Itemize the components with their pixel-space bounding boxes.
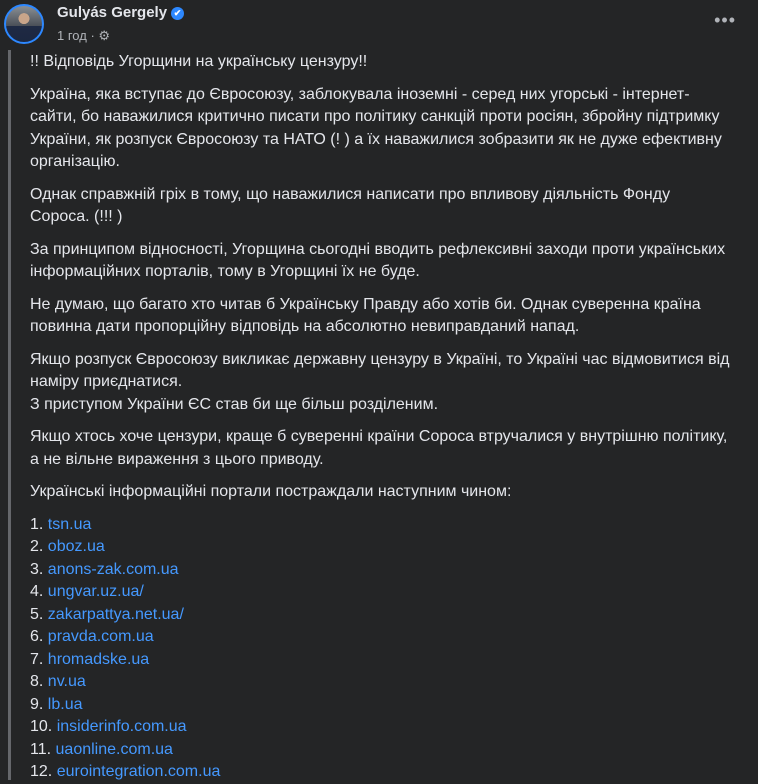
list-item	[30, 739, 730, 762]
list-number: 8.	[30, 673, 44, 690]
list-number: 7.	[30, 650, 44, 668]
list-number: 2.	[30, 538, 44, 555]
paragraph: Якщо хтось хоче цензури, краще б суверенні країни Сороса втручалися у внутрішню політику, а не вільне вираження з цього приводу.	[30, 428, 728, 468]
list-item	[30, 536, 730, 559]
list-number: 11.	[30, 740, 52, 758]
list-number: 10.	[30, 718, 53, 735]
verified-badge-icon: ✔	[171, 7, 184, 20]
author-name[interactable]: Gulyás Gergely	[57, 4, 168, 21]
audience-gear-icon[interactable]: ⚙	[98, 28, 111, 43]
portal-link[interactable]: insiderinfo.com.ua	[56, 718, 187, 735]
paragraph-line: З приступом України ЄС став би ще більш розділеним.	[30, 395, 439, 413]
paragraph: Україна, яка вступає до Євросоюзу, заблокувала іноземні - серед них угорські - інтернет-сайти, бо наважилися критично писати про політику санкцій проти росіян, збройну підтримку України, як розпуск Євросоюзу та НАТО (! ) а їх наважилися зобразити як не дуже ефективну організацію.	[30, 85, 722, 170]
portal-link[interactable]: lb.ua	[47, 695, 83, 713]
portal-link[interactable]: uaonline.com.ua	[55, 740, 173, 758]
list-number: 4.	[30, 583, 44, 600]
list-number: 6.	[30, 628, 44, 645]
list-intro: Українські інформаційні портали постраждали наступним чином:	[30, 483, 512, 500]
paragraph: Не думаю, що багато хто читав б Українську Правду або хотів би. Однак суверенна країна повинна дати пропорційну відповідь на абсолютно невиправданий напад.	[30, 295, 701, 335]
list-item	[30, 604, 730, 627]
list-item	[30, 581, 730, 604]
list-item	[30, 514, 730, 537]
portal-list	[30, 514, 730, 784]
author-name-row	[57, 4, 184, 21]
portal-link[interactable]: hromadske.ua	[47, 650, 150, 668]
portal-link[interactable]: anons-zak.com.ua	[47, 560, 179, 578]
list-item	[30, 626, 730, 649]
list-number: 9.	[30, 695, 44, 713]
list-number: 3.	[30, 560, 44, 578]
post-header	[0, 0, 758, 52]
portal-link[interactable]: eurointegration.com.ua	[56, 763, 221, 780]
post-body	[30, 51, 730, 784]
more-options-button[interactable]: •••	[714, 10, 736, 30]
paragraph: Однак справжній гріх в тому, що наважилися написати про впливову діяльність Фонду Сороса. (!!! )	[30, 185, 671, 225]
list-item	[30, 671, 730, 694]
portal-link[interactable]: ungvar.uz.ua/	[47, 583, 144, 600]
list-number: 12.	[30, 763, 53, 780]
list-item	[30, 694, 730, 717]
post-time[interactable]: 1 год	[57, 28, 87, 43]
paragraph-line: Якщо розпуск Євросоюзу викликає державну цензуру в Україні, то Україні час відмовитися від наміру приєднатися.	[30, 350, 730, 390]
paragraph: За принципом відносності, Угорщина сьогодні вводить рефлексивні заходи проти українських інформаційних порталів, тому в Угорщині їх не буде.	[30, 240, 726, 280]
portal-link[interactable]: tsn.ua	[47, 515, 92, 533]
paragraph	[30, 349, 730, 417]
list-number: 1.	[30, 515, 44, 533]
list-item	[30, 761, 730, 784]
list-item	[30, 716, 730, 739]
post-title: !! Відповідь Угорщини на українську цензуру!!	[30, 53, 368, 70]
list-item	[30, 559, 730, 582]
post-meta	[57, 28, 110, 44]
portal-link[interactable]: pravda.com.ua	[47, 628, 154, 645]
portal-link[interactable]: oboz.ua	[47, 538, 105, 555]
portal-link[interactable]: zakarpattya.net.ua/	[47, 605, 184, 623]
meta-separator: ·	[90, 28, 95, 43]
author-avatar[interactable]	[4, 4, 44, 44]
list-item	[30, 649, 730, 672]
list-number: 5.	[30, 605, 44, 623]
quote-bar	[8, 50, 11, 780]
portal-link[interactable]: nv.ua	[47, 673, 86, 690]
